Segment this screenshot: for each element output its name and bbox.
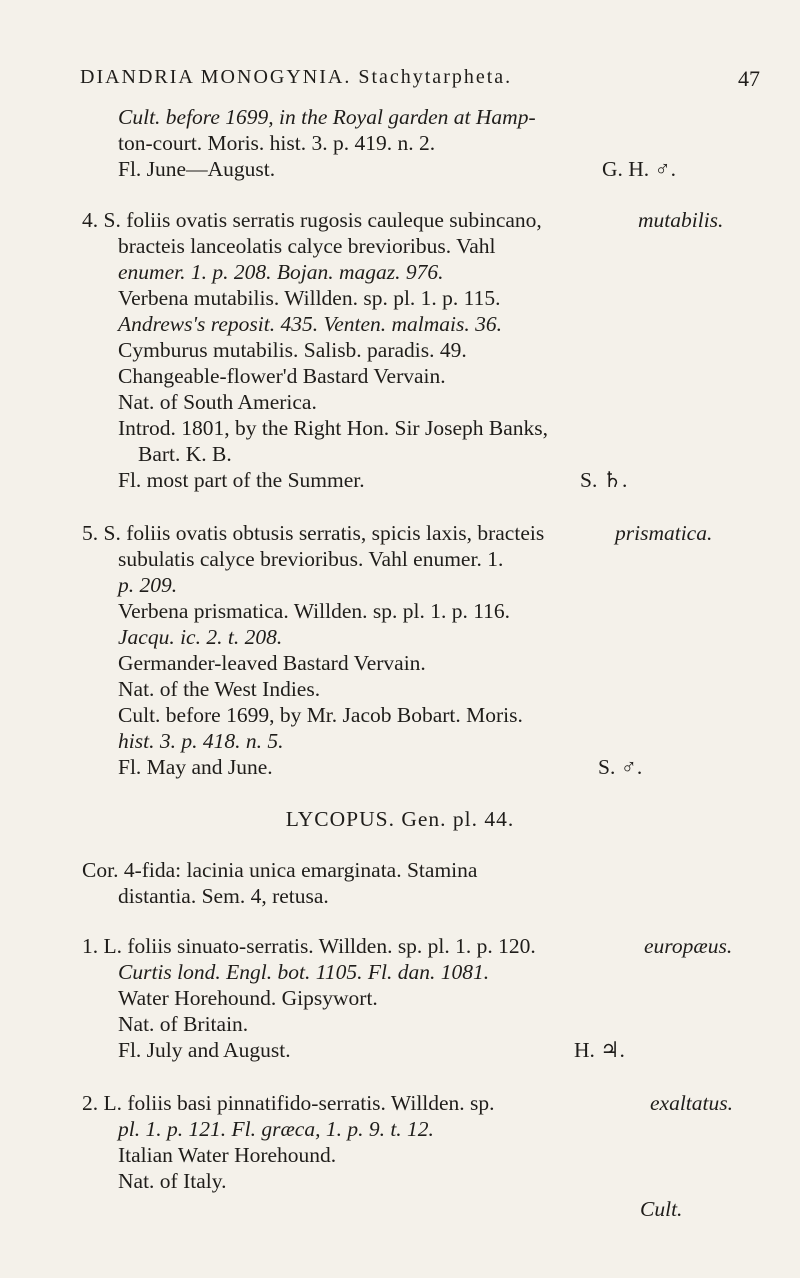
- cult-line: Cult. before 1699, in the Royal garden at Hamp-: [118, 105, 536, 129]
- running-header: [80, 66, 760, 96]
- species-5-common-name: Germander-leaved Bastard Vervain.: [118, 651, 426, 675]
- species-4-diagnosis: 4. S. foliis ovatis serratis rugosis cauleque subincano,: [82, 208, 542, 232]
- species-4-synonym: Andrews's reposit. 435. Venten. malmais. 36.: [118, 312, 503, 336]
- species-4-native: Nat. of South America.: [118, 390, 317, 414]
- species-5-diagnosis: 5. S. foliis ovatis obtusis serratis, spicis laxis, bracteis: [82, 521, 545, 545]
- species-5-synonym: Verbena prismatica. Willden. sp. pl. 1. p. 116.: [118, 599, 511, 623]
- species-5-native: Nat. of the West Indies.: [118, 677, 321, 701]
- species-5-cult: Cult. before 1699, by Mr. Jacob Bobart. Moris.: [118, 703, 523, 727]
- species-4-line: bracteis lanceolatis calyce brevioribus. Vahl: [118, 234, 496, 258]
- lycopus-1-name: europæus.: [644, 934, 733, 958]
- species-4-synonym: Cymburus mutabilis. Salisb. paradis. 49.: [118, 338, 467, 362]
- lycopus-2-common-name: Italian Water Horehound.: [118, 1143, 337, 1167]
- species-5-line: p. 209.: [118, 573, 178, 597]
- lycopus-1-diagnosis: 1. L. foliis sinuato-serratis. Willden. sp. pl. 1. p. 120.: [82, 934, 536, 958]
- habit-symbol: H. ♃.: [574, 1038, 625, 1062]
- genus-character: Cor. 4-fida: lacinia unica emarginata. Stamina: [82, 858, 478, 882]
- lycopus-1-common-name: Water Horehound. Gipsywort.: [118, 986, 378, 1010]
- lycopus-2-native: Nat. of Italy.: [118, 1169, 227, 1193]
- species-4-introduced: Introd. 1801, by the Right Hon. Sir Joseph Banks,: [118, 416, 548, 440]
- lycopus-2-line: pl. 1. p. 121. Fl. græca, 1. p. 9. t. 12.: [118, 1117, 434, 1141]
- habit-symbol: S. ♂.: [598, 755, 643, 779]
- species-5-synonym: Jacqu. ic. 2. t. 208.: [118, 625, 283, 649]
- lycopus-2-name: exaltatus.: [650, 1091, 733, 1115]
- lycopus-1-flowering: Fl. July and August.: [118, 1038, 291, 1062]
- habit-symbol: S. ♄.: [580, 468, 628, 492]
- species-5-flowering: Fl. May and June.: [118, 755, 273, 779]
- genus-heading: LYCOPUS. Gen. pl. 44.: [285, 807, 515, 831]
- lycopus-1-line: Curtis lond. Engl. bot. 1105. Fl. dan. 1081.: [118, 960, 490, 984]
- lycopus-1-native: Nat. of Britain.: [118, 1012, 249, 1036]
- species-5-line: subulatis calyce brevioribus. Vahl enumer. 1.: [118, 547, 504, 571]
- genus-character: distantia. Sem. 4, retusa.: [118, 884, 329, 908]
- lycopus-2-diagnosis: 2. L. foliis basi pinnatifido-serratis. Willden. sp.: [82, 1091, 495, 1115]
- cult-line: ton-court. Moris. hist. 3. p. 419. n. 2.: [118, 131, 436, 155]
- species-5-name: prismatica.: [615, 521, 713, 545]
- species-4-flowering: Fl. most part of the Summer.: [118, 468, 365, 492]
- species-4-name: mutabilis.: [638, 208, 724, 232]
- catchword: Cult.: [640, 1197, 683, 1221]
- species-5-cult: hist. 3. p. 418. n. 5.: [118, 729, 284, 753]
- species-4-synonym: Verbena mutabilis. Willden. sp. pl. 1. p. 115.: [118, 286, 501, 310]
- species-4-line: enumer. 1. p. 208. Bojan. magaz. 976.: [118, 260, 444, 284]
- flowering-line: Fl. June—August.: [118, 157, 276, 181]
- page-number: 47: [738, 66, 760, 91]
- species-4-introduced: Bart. K. B.: [138, 442, 232, 466]
- habit-symbol: G. H. ♂.: [602, 157, 677, 181]
- header-title: DIANDRIA MONOGYNIA. Stachytarpheta.: [80, 66, 513, 88]
- species-4-common-name: Changeable-flower'd Bastard Vervain.: [118, 364, 446, 388]
